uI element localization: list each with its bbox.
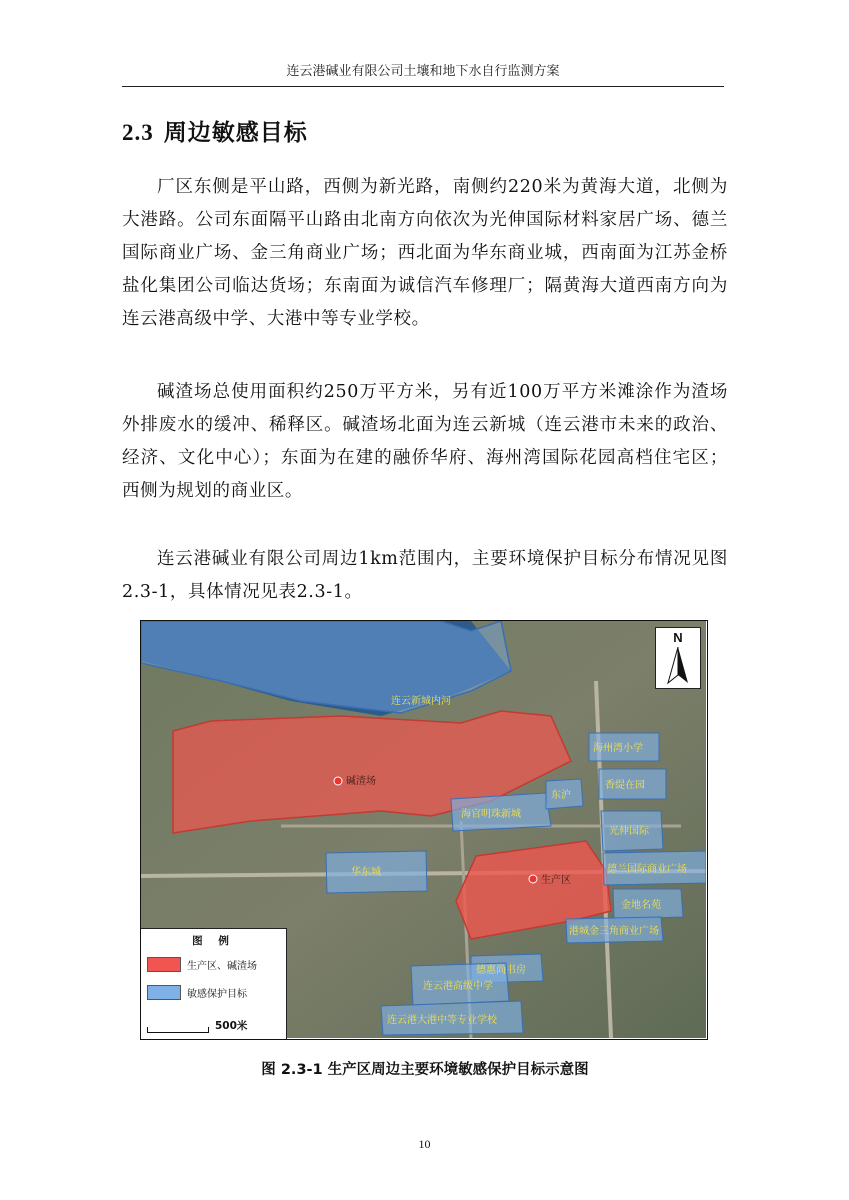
legend-item-sensitive <box>147 985 247 1000</box>
north-label: N <box>673 630 683 645</box>
label-slag-field: 碱渣场 <box>346 776 376 787</box>
label-huadong: 华东城 <box>351 867 381 878</box>
legend-label-sensitive: 敏感保护目标 <box>187 989 247 1000</box>
slag-field-pin <box>334 777 342 785</box>
paragraph-surroundings: 厂区东侧是平山路，西侧为新光路，南侧约220米为黄海大道，北侧为大港路。公司东面隔平山路由北南方向依次为光伸国际材料家居广场、德兰国际商业广场、金三角商业广场；西北面为华东商业城，西南面为江苏金桥盐化集团公司临达货场；东南面为诚信汽车修理厂；隔黄海大道西南方向为连云港高级中学、大港中等专业学校。 <box>122 177 728 329</box>
label-haiyu: 海官明珠新城 <box>461 809 521 820</box>
legend-swatch-production <box>147 957 181 972</box>
label-haizhouwan-school: 海州湾小学 <box>593 743 643 754</box>
legend-swatch-sensitive <box>147 985 181 1000</box>
legend-title: 图 例 <box>192 935 235 947</box>
section-heading: 周边敏感目标 <box>163 120 308 146</box>
label-guangshen: 光伸国际 <box>609 826 649 837</box>
section-title <box>122 114 308 147</box>
label-xiangti: 香缇在园 <box>605 780 645 791</box>
map-legend <box>141 928 287 1039</box>
label-dagang: 连云港大港中等专业学校 <box>387 1015 497 1026</box>
label-dehui: 德惠尚书房 <box>476 965 526 976</box>
page-header: 连云港碱业有限公司土壤和地下水自行监测方案 <box>286 64 560 79</box>
paragraph-figure-reference: 连云港碱业有限公司周边1km范围内，主要环境保护目标分布情况见图2.3-1，具体情况见表2.3-1。 <box>122 549 728 602</box>
label-delan: 德兰国际商业广场 <box>607 864 687 875</box>
label-river: 连云新城内河 <box>391 696 451 707</box>
scale-bar <box>147 1018 247 1033</box>
label-gaozhong: 连云港高级中学 <box>423 981 493 992</box>
scale-bar-graphic <box>147 1027 209 1033</box>
scale-label: 500米 <box>215 1020 248 1032</box>
paragraph-slag-field: 碱渣场总使用面积约250万平方米，另有近100万平方米滩涂作为渣场外排废水的缓冲、稀释区。碱渣场北面为连云新城（连云港市未来的政治、经济、文化中心）；东面为在建的融侨华府、海州湾国际花园高档住宅区；西侧为规划的商业区。 <box>122 382 728 501</box>
north-arrow <box>655 627 701 689</box>
satellite-map <box>140 620 708 1040</box>
label-production: 生产区 <box>541 875 571 886</box>
page-number: 10 <box>418 1137 431 1151</box>
legend-label-production: 生产区、碱渣场 <box>187 961 257 972</box>
legend-item-production <box>147 957 257 972</box>
north-arrow-icon <box>666 647 690 685</box>
figure-caption: 图 2.3-1 生产区周边主要环境敏感保护目标示意图 <box>261 1062 589 1078</box>
label-dongfang: 东沪 <box>551 790 571 801</box>
header-rule <box>122 86 724 87</box>
label-jinsanjiao: 港城金三角商业广场 <box>569 926 659 937</box>
label-jindi: 金地名苑 <box>621 900 661 911</box>
section-number: 2.3 <box>122 120 154 145</box>
production-pin <box>529 875 537 883</box>
